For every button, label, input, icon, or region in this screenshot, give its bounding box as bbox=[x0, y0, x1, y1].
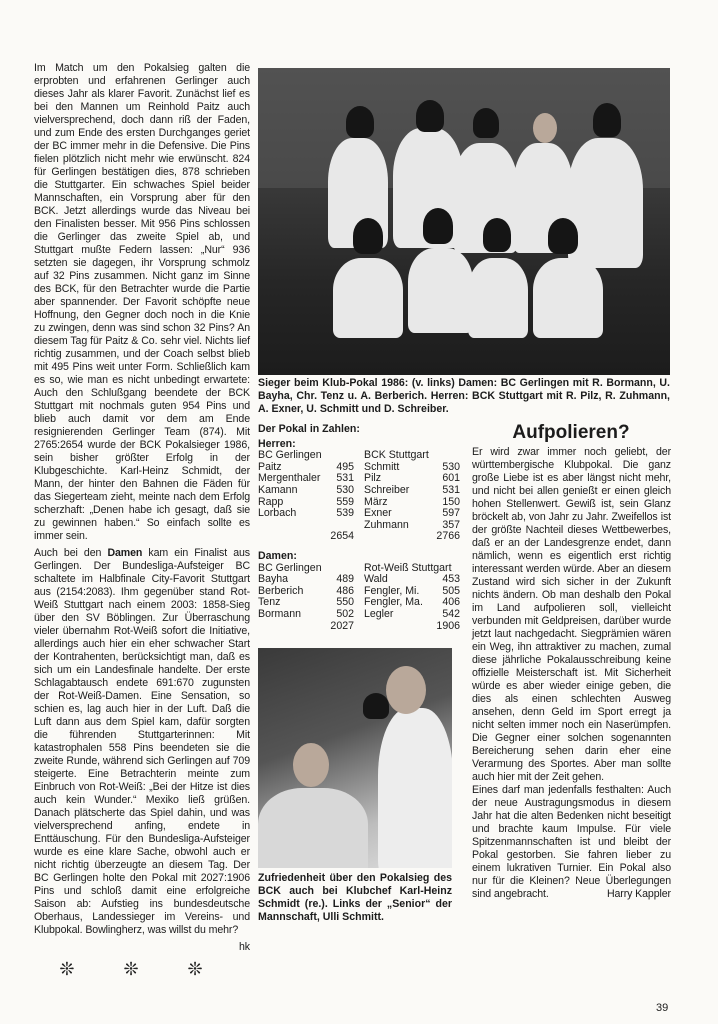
herren-label: Herren: bbox=[258, 437, 296, 450]
player-name: Mergenthaler bbox=[258, 472, 321, 485]
author-initials: hk bbox=[239, 941, 250, 953]
player-score: 531 bbox=[336, 472, 354, 485]
page-number: 39 bbox=[656, 1002, 669, 1014]
text: kam ein Finalist aus Gerlingen. Der Bundesliga-Aufsteiger BC schaltete im Halbfinale City-Favorit Stuttgart aus (2154:2083). Ihm gegenüber stand Rot-Weiß Stuttgart nach einem 2003: 1858-Sieg über den SV Böblingen. Zur Überraschung vieler übernahm Rot-Weiß sofort die Initiative, allerdings auch hier ein eher schwacher Start der Kontrahenten, berücksichtigt man, daß es sich um ein Landesfinale handelte. Der erste Schlagabtausch endete 691:670 zugunsten der Rot-Weiß-Damen. Eine Sensation, so schien es, lag auch hier in der Luft. Daß die Luft dann aus dem Spiel kam, dafür sorgten die führenden Stuttgarterinnen: Mit katastrophalen 558 Pins beendeten sie die zweite Runde, während sich Gerlingen auf 709 steigerte. Eine Betrachterin meinte zum Einbruch von Rot-Weiß: „Bei der Hitze ist dies auch kein Wunder.“ Mexiko ließ grüßen. Danach plätscherte das Spiel dahin, und was vielversprechend anfing, endete in Enttäuschung. Für den Bundesliga-Aufsteiger wurde es eine klare Sache, obwohl auch er nicht richtig überzeugte an diesem Tag. Der BC Gerlingen holte den Pokal mit 2027:1906 Pins und schloß damit eine erfolgreiche Saison ab: Aufstieg ins bundesdeutsche Oberhaus, Landessieger im Vereins- und Klubpokal. Bowlingherz, was willst du mehr? bbox=[34, 547, 250, 936]
right-article-column bbox=[472, 446, 671, 901]
player-name: Berberich bbox=[258, 584, 304, 597]
player-name: Lorbach bbox=[258, 507, 297, 520]
player-score: 486 bbox=[336, 584, 354, 597]
player-score: 150 bbox=[442, 495, 460, 508]
player-name: Bayha bbox=[258, 573, 289, 586]
player-score: 601 bbox=[442, 472, 460, 485]
player-name: Exner bbox=[364, 507, 392, 520]
player-name bbox=[258, 520, 320, 532]
player-name: Paitz bbox=[258, 460, 282, 473]
team-name: BC Gerlingen bbox=[258, 561, 322, 574]
text: Eines darf man jedenfalls festhalten: Auch der neue Austragungsmodus in diesem Jahr hat die alten Bedenken nicht beseitigt und brachte kaum Impulse. Für viele Spitzenmannschaften ist und bleibt der Pokal gestorben. Sie fahren lieber zu einem lukrativen Turnier. Ein Pokal also nur für die Kleinen? Neue Überlegungen sind angebracht. bbox=[472, 784, 671, 900]
player-score: 489 bbox=[336, 573, 354, 586]
player-score: 559 bbox=[336, 495, 354, 508]
section-heading: Aufpolieren? bbox=[512, 422, 630, 443]
player-score: 597 bbox=[442, 507, 460, 520]
player-name: Bormann bbox=[258, 607, 301, 620]
article-paragraph bbox=[472, 784, 671, 901]
empty bbox=[258, 531, 320, 543]
player-name: Kamann bbox=[258, 483, 298, 496]
player-name: Schmitt bbox=[364, 460, 400, 473]
player-score: 502 bbox=[336, 607, 354, 620]
herren-results bbox=[258, 450, 460, 543]
text: Auch bei den bbox=[34, 547, 108, 559]
player-name: Zuhmann bbox=[364, 518, 409, 531]
damen-results bbox=[258, 563, 460, 633]
player-score: 505 bbox=[442, 584, 460, 597]
team-total: 2766 bbox=[436, 530, 460, 543]
team-total: 1906 bbox=[436, 619, 460, 632]
player-score: 550 bbox=[336, 596, 354, 609]
player-score: 542 bbox=[442, 607, 460, 620]
results-table bbox=[258, 424, 460, 632]
article-paragraph: Er wird zwar immer noch geliebt, der württembergische Klubpokal. Die ganz große Liebe ist es aber längst nicht mehr, und nicht bei allen genießt er einen gleich hohen Stellenwert. Gewiß ist, sein Glanz bröckelt ab, von Jahr zu Jahr. Zweifellos ist der größte Nachteil dieses Wettbewerbes, daß er an der Landesgrenze endet, dann nämlich, wenn es eigentlich erst richtig interessant werden würde. Aber an diesem Zustand wird sich sicher in der Zukunft nichts ändern. Ob man deshalb den Pokal im Land aufpolieren soll, vielleicht verbunden mit Geldpreisen, darüber wurde jetzt laut nachgedacht. Siegprämien wären ein Weg, ihn attraktiver zu machen, zumal diese jährliche Pokalausschreibung keine offizielle Meisterschaft ist. Mit Sicherheit würde es aber wieder einige geben, die dies als einen schlechten Ausweg ansehen, denn Geld im Sport erregt ja nicht selten immer noch ein Naserümpfen. Die Gegner einer solchen sogenannten Bereicherung sehen darin eher eine Verarmung des Sportes. Aber man sollte auch hier mit der Zeit gehen. bbox=[472, 446, 671, 783]
bold-text: Damen bbox=[107, 547, 143, 559]
photo-caption: Sieger beim Klub-Pokal 1986: (v. links) Damen: BC Gerlingen mit R. Bormann, U. Bayha, Chr. Tenz u. A. Berberich. Herren: BCK Stuttgart mit R. Pilz, R. Zuhmann, A. Exner, U. Schmitt und D. Schreiber. bbox=[258, 377, 670, 415]
team-name: BCK Stuttgart bbox=[364, 449, 429, 462]
player-name: Fengler, Ma. bbox=[364, 596, 423, 609]
team-total: 2654 bbox=[330, 530, 354, 543]
player-score: 531 bbox=[442, 483, 460, 496]
left-article-column bbox=[34, 62, 250, 980]
damen-label: Damen: bbox=[258, 549, 297, 562]
article-paragraph: Im Match um den Pokalsieg galten die erprobten und erfahrenen Gerlinger auch dieses Jahr als klarer Favorit. Zunächst lief es bei den Mannen um Reinhold Paitz auch vielversprechend, doch dann riß der Faden, und zum Ende des ersten Durchganges geriet der BC immer mehr in die Defensive. Die Pins fielen plötzlich nicht mehr wie erwünscht. 824 für Gerlingen bestätigen dies, 878 schrieben die Stuttgarter. Ein schwaches Spiel beider Mannschaften, ein Vorsprung aber für den BCK. Jetzt allerdings wurde das Niveau bei den Finalisten besser. Mit 956 Pins schlossen die Gerlinger das zweite Spiel ab, und Stuttgart mußte Federn lassen: „Nur“ 936 setzten sie dagegen, ihr Vorsprung schmolz auf 32 Pins zusammen. Nicht ganz im Sinne des BCK, für den Betrachter wurde die Partie aber spannender. Der Favorit schöpfte neue Hoffnung, den Gegner doch noch in die Knie zu zwingen, denn was sind schon 32 Pins? An diesem Tag für Paitz & Co. sehr viel. Nichts lief richtig zusammen, und der Coach selbst blieb mit 495 Pins weit unter Form. Schließlich kam es so, wie man es nicht unbedingt erwartete: Auch den Schlußgang beendete der BCK Stuttgart mit nochmals guten 954 Pins und blieb auch damit vor dem am Ende resignierenden Gerlinger Team (874). Mit 2765:2654 wurde der BCK Pokalsieger 1986, sein bisher größter Erfolg in der Klubgeschichte. Karl-Heinz Schmidt, der Mann, der hinter den Bahnen die Fäden für das Siegerteam zieht, meinte nach dem Erfolg scherzhaft: „Denen habe ich gesagt, daß sie zu gewinnen haben.“ So einfach sollte es immer sein. bbox=[34, 62, 250, 542]
player-name: Legler bbox=[364, 607, 394, 620]
player-score: 530 bbox=[336, 483, 354, 496]
player-name: Schreiber bbox=[364, 483, 410, 496]
player-score: 406 bbox=[442, 596, 460, 609]
player-score: 495 bbox=[336, 460, 354, 473]
section-separator: ❊ ❊ ❊ bbox=[59, 959, 225, 979]
article-paragraph-damen bbox=[34, 547, 250, 937]
player-score: 453 bbox=[442, 573, 460, 586]
stats-title: Der Pokal in Zahlen: bbox=[258, 423, 360, 435]
empty bbox=[258, 621, 320, 633]
player-name: Pilz bbox=[364, 472, 382, 485]
clubchef-photo bbox=[258, 648, 452, 868]
team-name: BC Gerlingen bbox=[258, 449, 322, 462]
player-name: Tenz bbox=[258, 596, 281, 609]
empty bbox=[354, 531, 430, 543]
photo-caption: Zufriedenheit über den Pokalsieg des BCK auch bei Klubchef Karl-Heinz Schmidt (re.). Links der „Senior“ der Mannschaft, Ulli Schmitt. bbox=[258, 872, 452, 923]
player-name: März bbox=[364, 495, 388, 508]
player-score: 357 bbox=[442, 518, 460, 531]
author-name: Harry Kappler bbox=[606, 888, 671, 900]
empty bbox=[354, 621, 430, 633]
player-name: Fengler, Mi. bbox=[364, 584, 420, 597]
player-score: 530 bbox=[442, 460, 460, 473]
team-photo bbox=[258, 68, 670, 375]
team-total: 2027 bbox=[330, 619, 354, 632]
player-name: Rapp bbox=[258, 495, 284, 508]
player-score: 539 bbox=[336, 507, 354, 520]
team-name: Rot-Weiß Stuttgart bbox=[364, 561, 452, 574]
player-name: Wald bbox=[364, 573, 388, 586]
